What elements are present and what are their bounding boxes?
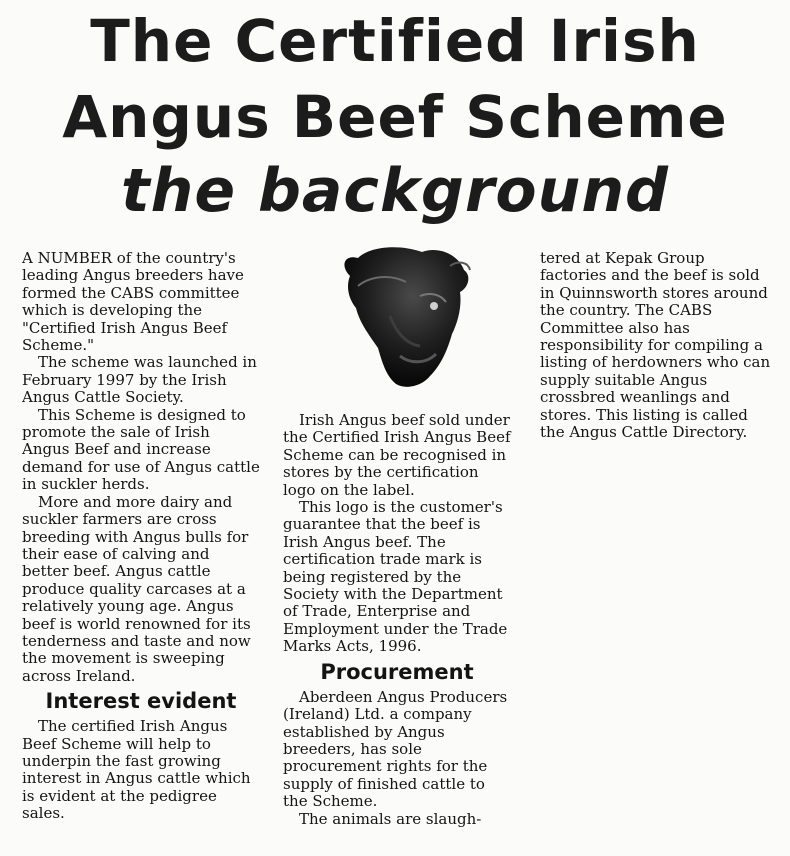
paragraph: The scheme was launched in February 1997 by the Irish Angus Cattle Society. [22,353,257,407]
article-column-1 [22,250,260,823]
headline-line-3: the background [120,156,670,226]
bull-head-icon [330,236,480,394]
headline-line-2: Angus Beef Scheme [62,83,728,151]
paragraph: The animals are slaugh- [299,809,482,828]
subheading-procurement: Procurement [320,659,474,684]
paragraph: This logo is the customer's guarantee that the beef is Irish Angus beef. The certification trade mark is being registered by the Society with the Department of Trade, Enterprise and Employment under the Trade Marks Acts, 1996. [283,498,508,656]
angus-bull-head-photo [330,236,480,394]
article-column-2 [283,412,511,828]
article-column-3 [540,250,772,441]
paragraph: More and more dairy and suckler farmers are cross breeding with Angus bulls for their ease of calving and better beef. Angus cattle produce quality carcases at a relatively young age. Angus beef is world renowned for its tenderness and taste and now the movement is sweeping across Ireland. [22,492,251,685]
paragraph: The certified Irish Angus Beef Scheme will help to underpin the fast growing interest in Angus cattle which is evident at the pedigree sales. [22,717,251,823]
paragraph: This Scheme is designed to promote the sale of Irish Angus Beef and increase demand for use of Angus cattle in suckler herds. [22,405,260,494]
paragraph: Aberdeen Angus Producers (Ireland) Ltd. a company established by Angus breeders, has sole procurement rights for the supply of finished cattle to the Scheme. [283,687,508,811]
subheading-interest-evident: Interest evident [45,689,237,714]
paragraph: Irish Angus beef sold under the Certified Irish Angus Beef Scheme can be recognised in stores by the certification logo on the label. [283,411,511,499]
paragraph: tered at Kepak Group factories and the beef is sold in Quinnsworth stores around the country. The CABS Committee also has responsibility for compiling a listing of herdowners who can supply suitable Angus crossbred weanlings and stores. This listing is called the Angus Cattle Directory. [540,249,771,442]
paragraph: A NUMBER of the country's leading Angus breeders have formed the CABS committee which is developing the "Certified Irish Angus Beef Scheme." [22,249,244,355]
headline-line-1: The Certified Irish [90,7,700,75]
